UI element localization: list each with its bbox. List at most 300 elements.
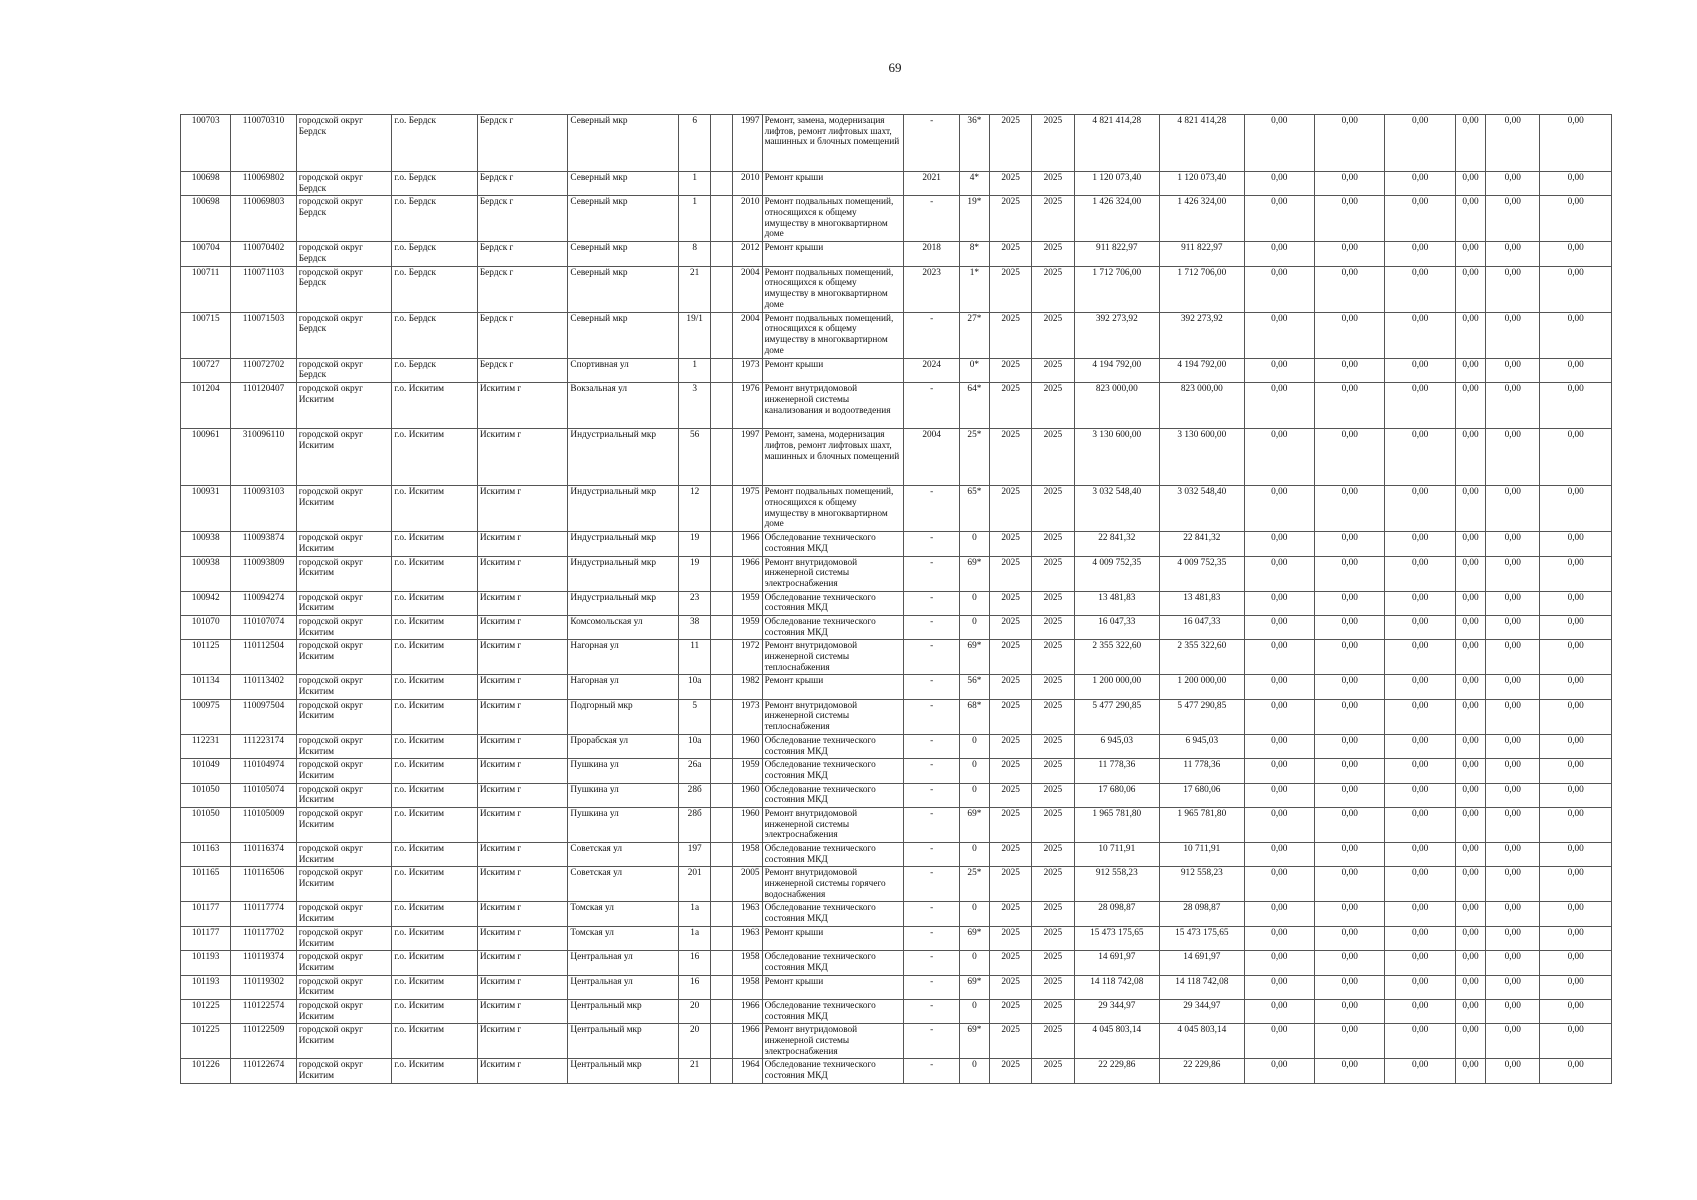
cost-col-5-cell: 0,00 (1486, 266, 1540, 312)
build-year-cell: 1959 (733, 615, 762, 639)
work-code-cell: 110069803 (231, 196, 296, 242)
work-code-cell: 110093874 (231, 532, 296, 556)
house-id-cell: 101049 (181, 759, 231, 783)
table-row (181, 591, 1612, 615)
cost-col-5-cell: 0,00 (1486, 640, 1540, 675)
table-row (181, 242, 1612, 266)
cost-col-4-cell: 0,00 (1455, 902, 1485, 926)
end-year-cell: 2025 (1032, 312, 1074, 358)
cost-col-5-cell: 0,00 (1486, 783, 1540, 807)
cost-col-3-cell: 0,00 (1385, 591, 1455, 615)
street-cell: Спортивная ул (568, 358, 679, 382)
cost-col-4-cell: 0,00 (1455, 591, 1485, 615)
cost-col-1-cell: 0,00 (1244, 196, 1314, 242)
street-cell: Центральный мкр (568, 1059, 679, 1083)
wear-percent-cell: 4* (959, 172, 989, 196)
cost-col-4-cell: 0,00 (1455, 486, 1485, 532)
build-year-cell: 1960 (733, 783, 762, 807)
fund-cost-cell: 11 778,36 (1160, 759, 1245, 783)
street-cell: Центральный мкр (568, 1024, 679, 1059)
total-cost-cell: 4 194 792,00 (1074, 358, 1160, 382)
cost-col-2-cell: 0,00 (1315, 242, 1385, 266)
fund-cost-cell: 4 009 752,35 (1160, 556, 1245, 591)
city-cell: Искитим г (477, 734, 568, 758)
cost-col-3-cell: 0,00 (1385, 807, 1455, 842)
start-year-cell: 2025 (990, 675, 1032, 699)
building-letter-cell (711, 115, 733, 172)
cost-col-2-cell: 0,00 (1315, 196, 1385, 242)
wear-percent-cell: 27* (959, 312, 989, 358)
okrug-cell: г.о. Бердск (392, 172, 478, 196)
start-year-cell: 2025 (990, 783, 1032, 807)
end-year-cell: 2025 (1032, 115, 1074, 172)
cost-col-6-cell: 0,00 (1540, 172, 1612, 196)
wear-percent-cell: 8* (959, 242, 989, 266)
cost-col-1-cell: 0,00 (1244, 734, 1314, 758)
house-id-cell: 101177 (181, 902, 231, 926)
table-row (181, 999, 1612, 1023)
fund-cost-cell: 3 032 548,40 (1160, 486, 1245, 532)
cost-col-2-cell: 0,00 (1315, 926, 1385, 950)
cost-col-6-cell: 0,00 (1540, 699, 1612, 734)
building-letter-cell (711, 926, 733, 950)
cost-col-4-cell: 0,00 (1455, 999, 1485, 1023)
street-cell: Подгорный мкр (568, 699, 679, 734)
cost-col-3-cell: 0,00 (1385, 1024, 1455, 1059)
previous-repair-year-cell: - (904, 951, 959, 975)
end-year-cell: 2025 (1032, 640, 1074, 675)
fund-cost-cell: 1 426 324,00 (1160, 196, 1245, 242)
wear-percent-cell: 69* (959, 807, 989, 842)
city-cell: Искитим г (477, 975, 568, 999)
cost-col-2-cell: 0,00 (1315, 358, 1385, 382)
cost-col-4-cell: 0,00 (1455, 556, 1485, 591)
cost-col-6-cell: 0,00 (1540, 486, 1612, 532)
cost-col-4-cell: 0,00 (1455, 759, 1485, 783)
street-cell: Прорабская ул (568, 734, 679, 758)
end-year-cell: 2025 (1032, 999, 1074, 1023)
okrug-cell: г.о. Искитим (392, 843, 478, 867)
wear-percent-cell: 69* (959, 975, 989, 999)
total-cost-cell: 14 691,97 (1074, 951, 1160, 975)
start-year-cell: 2025 (990, 699, 1032, 734)
cost-col-5-cell: 0,00 (1486, 486, 1540, 532)
work-type-cell: Обследование технического состояния МКД (762, 902, 904, 926)
start-year-cell: 2025 (990, 807, 1032, 842)
end-year-cell: 2025 (1032, 266, 1074, 312)
work-type-cell: Ремонт крыши (762, 975, 904, 999)
okrug-cell: г.о. Искитим (392, 783, 478, 807)
total-cost-cell: 823 000,00 (1074, 383, 1160, 429)
house-id-cell: 100961 (181, 429, 231, 486)
build-year-cell: 2012 (733, 242, 762, 266)
house-id-cell: 101225 (181, 999, 231, 1023)
start-year-cell: 2025 (990, 759, 1032, 783)
cost-col-6-cell: 0,00 (1540, 759, 1612, 783)
municipality-cell: городской округ Искитим (296, 734, 392, 758)
cost-col-5-cell: 0,00 (1486, 196, 1540, 242)
wear-percent-cell: 25* (959, 867, 989, 902)
build-year-cell: 1958 (733, 951, 762, 975)
house-number-cell: 1 (679, 172, 711, 196)
house-number-cell: 28б (679, 807, 711, 842)
total-cost-cell: 4 821 414,28 (1074, 115, 1160, 172)
table-row (181, 699, 1612, 734)
fund-cost-cell: 3 130 600,00 (1160, 429, 1245, 486)
cost-col-5-cell: 0,00 (1486, 975, 1540, 999)
previous-repair-year-cell: - (904, 902, 959, 926)
cost-col-6-cell: 0,00 (1540, 975, 1612, 999)
wear-percent-cell: 0 (959, 759, 989, 783)
start-year-cell: 2025 (990, 615, 1032, 639)
end-year-cell: 2025 (1032, 783, 1074, 807)
work-code-cell: 110112504 (231, 640, 296, 675)
city-cell: Искитим г (477, 807, 568, 842)
end-year-cell: 2025 (1032, 759, 1074, 783)
work-code-cell: 110072702 (231, 358, 296, 382)
table-row (181, 429, 1612, 486)
total-cost-cell: 1 712 706,00 (1074, 266, 1160, 312)
cost-col-5-cell: 0,00 (1486, 556, 1540, 591)
previous-repair-year-cell: - (904, 640, 959, 675)
build-year-cell: 1972 (733, 640, 762, 675)
municipality-cell: городской округ Искитим (296, 902, 392, 926)
previous-repair-year-cell: - (904, 999, 959, 1023)
build-year-cell: 1963 (733, 902, 762, 926)
street-cell: Северный мкр (568, 196, 679, 242)
cost-col-1-cell: 0,00 (1244, 172, 1314, 196)
work-type-cell: Ремонт внутридомовой инженерной системы канализования и водоотведения (762, 383, 904, 429)
total-cost-cell: 22 229,86 (1074, 1059, 1160, 1083)
build-year-cell: 1959 (733, 591, 762, 615)
fund-cost-cell: 5 477 290,85 (1160, 699, 1245, 734)
city-cell: Бердск г (477, 312, 568, 358)
cost-col-3-cell: 0,00 (1385, 867, 1455, 902)
cost-col-2-cell: 0,00 (1315, 951, 1385, 975)
building-letter-cell (711, 591, 733, 615)
okrug-cell: г.о. Бердск (392, 242, 478, 266)
municipality-cell: городской округ Искитим (296, 486, 392, 532)
municipality-cell: городской округ Бердск (296, 115, 392, 172)
build-year-cell: 1966 (733, 532, 762, 556)
previous-repair-year-cell: - (904, 615, 959, 639)
cost-col-1-cell: 0,00 (1244, 926, 1314, 950)
work-code-cell: 110107074 (231, 615, 296, 639)
cost-col-1-cell: 0,00 (1244, 675, 1314, 699)
cost-col-1-cell: 0,00 (1244, 999, 1314, 1023)
wear-percent-cell: 69* (959, 640, 989, 675)
fund-cost-cell: 4 045 803,14 (1160, 1024, 1245, 1059)
municipality-cell: городской округ Искитим (296, 699, 392, 734)
fund-cost-cell: 2 355 322,60 (1160, 640, 1245, 675)
okrug-cell: г.о. Искитим (392, 999, 478, 1023)
work-code-cell: 110104974 (231, 759, 296, 783)
end-year-cell: 2025 (1032, 486, 1074, 532)
end-year-cell: 2025 (1032, 951, 1074, 975)
house-number-cell: 3 (679, 383, 711, 429)
build-year-cell: 2004 (733, 312, 762, 358)
end-year-cell: 2025 (1032, 902, 1074, 926)
city-cell: Искитим г (477, 699, 568, 734)
start-year-cell: 2025 (990, 383, 1032, 429)
start-year-cell: 2025 (990, 266, 1032, 312)
street-cell: Индустриальный мкр (568, 486, 679, 532)
municipality-cell: городской округ Искитим (296, 640, 392, 675)
start-year-cell: 2025 (990, 640, 1032, 675)
cost-col-2-cell: 0,00 (1315, 532, 1385, 556)
house-number-cell: 19 (679, 532, 711, 556)
end-year-cell: 2025 (1032, 242, 1074, 266)
house-id-cell: 101225 (181, 1024, 231, 1059)
start-year-cell: 2025 (990, 591, 1032, 615)
cost-col-3-cell: 0,00 (1385, 556, 1455, 591)
cost-col-4-cell: 0,00 (1455, 1024, 1485, 1059)
building-letter-cell (711, 556, 733, 591)
start-year-cell: 2025 (990, 312, 1032, 358)
cost-col-2-cell: 0,00 (1315, 486, 1385, 532)
house-id-cell: 112231 (181, 734, 231, 758)
previous-repair-year-cell: - (904, 1059, 959, 1083)
end-year-cell: 2025 (1032, 358, 1074, 382)
city-cell: Бердск г (477, 266, 568, 312)
okrug-cell: г.о. Искитим (392, 926, 478, 950)
previous-repair-year-cell: - (904, 486, 959, 532)
work-code-cell: 110120407 (231, 383, 296, 429)
house-number-cell: 1 (679, 358, 711, 382)
cost-col-2-cell: 0,00 (1315, 615, 1385, 639)
cost-col-2-cell: 0,00 (1315, 843, 1385, 867)
end-year-cell: 2025 (1032, 556, 1074, 591)
okrug-cell: г.о. Бердск (392, 115, 478, 172)
table-row (181, 383, 1612, 429)
work-type-cell: Обследование технического состояния МКД (762, 1059, 904, 1083)
cost-col-4-cell: 0,00 (1455, 383, 1485, 429)
fund-cost-cell: 16 047,33 (1160, 615, 1245, 639)
cost-col-3-cell: 0,00 (1385, 266, 1455, 312)
okrug-cell: г.о. Искитим (392, 486, 478, 532)
house-number-cell: 1 (679, 196, 711, 242)
previous-repair-year-cell: 2021 (904, 172, 959, 196)
house-id-cell: 101193 (181, 951, 231, 975)
house-id-cell: 101177 (181, 926, 231, 950)
city-cell: Искитим г (477, 926, 568, 950)
work-type-cell: Обследование технического состояния МКД (762, 783, 904, 807)
previous-repair-year-cell: - (904, 675, 959, 699)
municipality-cell: городской округ Искитим (296, 867, 392, 902)
cost-col-3-cell: 0,00 (1385, 951, 1455, 975)
work-code-cell: 110093809 (231, 556, 296, 591)
cost-col-1-cell: 0,00 (1244, 1059, 1314, 1083)
total-cost-cell: 3 032 548,40 (1074, 486, 1160, 532)
table-row (181, 115, 1612, 172)
cost-col-1-cell: 0,00 (1244, 591, 1314, 615)
fund-cost-cell: 4 194 792,00 (1160, 358, 1245, 382)
cost-col-2-cell: 0,00 (1315, 172, 1385, 196)
table-row (181, 486, 1612, 532)
house-id-cell: 100703 (181, 115, 231, 172)
cost-col-2-cell: 0,00 (1315, 783, 1385, 807)
house-id-cell: 100704 (181, 242, 231, 266)
cost-col-3-cell: 0,00 (1385, 532, 1455, 556)
house-number-cell: 19 (679, 556, 711, 591)
house-id-cell: 100698 (181, 172, 231, 196)
cost-col-6-cell: 0,00 (1540, 429, 1612, 486)
building-letter-cell (711, 486, 733, 532)
total-cost-cell: 6 945,03 (1074, 734, 1160, 758)
cost-col-4-cell: 0,00 (1455, 783, 1485, 807)
cost-col-5-cell: 0,00 (1486, 358, 1540, 382)
table-row (181, 734, 1612, 758)
fund-cost-cell: 15 473 175,65 (1160, 926, 1245, 950)
table-row (181, 358, 1612, 382)
build-year-cell: 1975 (733, 486, 762, 532)
work-type-cell: Ремонт крыши (762, 242, 904, 266)
fund-cost-cell: 1 120 073,40 (1160, 172, 1245, 196)
cost-col-4-cell: 0,00 (1455, 699, 1485, 734)
previous-repair-year-cell: - (904, 843, 959, 867)
street-cell: Пушкина ул (568, 759, 679, 783)
cost-col-6-cell: 0,00 (1540, 532, 1612, 556)
cost-col-1-cell: 0,00 (1244, 807, 1314, 842)
city-cell: Искитим г (477, 640, 568, 675)
work-type-cell: Ремонт внутридомовой инженерной системы электроснабжения (762, 556, 904, 591)
fund-cost-cell: 14 118 742,08 (1160, 975, 1245, 999)
table-row (181, 640, 1612, 675)
house-number-cell: 20 (679, 1024, 711, 1059)
okrug-cell: г.о. Искитим (392, 675, 478, 699)
okrug-cell: г.о. Искитим (392, 615, 478, 639)
work-type-cell: Ремонт крыши (762, 358, 904, 382)
total-cost-cell: 22 841,32 (1074, 532, 1160, 556)
table-row (181, 196, 1612, 242)
cost-col-5-cell: 0,00 (1486, 429, 1540, 486)
okrug-cell: г.о. Искитим (392, 383, 478, 429)
build-year-cell: 1966 (733, 1024, 762, 1059)
total-cost-cell: 28 098,87 (1074, 902, 1160, 926)
city-cell: Искитим г (477, 1024, 568, 1059)
work-code-cell: 110071103 (231, 266, 296, 312)
municipality-cell: городской округ Искитим (296, 383, 392, 429)
building-letter-cell (711, 172, 733, 196)
fund-cost-cell: 14 691,97 (1160, 951, 1245, 975)
table-row (181, 675, 1612, 699)
city-cell: Искитим г (477, 532, 568, 556)
house-id-cell: 101165 (181, 867, 231, 902)
house-number-cell: 1а (679, 902, 711, 926)
cost-col-4-cell: 0,00 (1455, 242, 1485, 266)
previous-repair-year-cell: - (904, 312, 959, 358)
cost-col-6-cell: 0,00 (1540, 734, 1612, 758)
street-cell: Индустриальный мкр (568, 556, 679, 591)
wear-percent-cell: 69* (959, 1024, 989, 1059)
end-year-cell: 2025 (1032, 867, 1074, 902)
municipality-cell: городской округ Искитим (296, 556, 392, 591)
okrug-cell: г.о. Искитим (392, 1024, 478, 1059)
fund-cost-cell: 6 945,03 (1160, 734, 1245, 758)
building-letter-cell (711, 759, 733, 783)
city-cell: Бердск г (477, 242, 568, 266)
building-letter-cell (711, 675, 733, 699)
house-id-cell: 101226 (181, 1059, 231, 1083)
cost-col-1-cell: 0,00 (1244, 867, 1314, 902)
end-year-cell: 2025 (1032, 383, 1074, 429)
wear-percent-cell: 69* (959, 926, 989, 950)
wear-percent-cell: 19* (959, 196, 989, 242)
end-year-cell: 2025 (1032, 532, 1074, 556)
house-number-cell: 26а (679, 759, 711, 783)
build-year-cell: 2005 (733, 867, 762, 902)
house-id-cell: 100711 (181, 266, 231, 312)
previous-repair-year-cell: - (904, 1024, 959, 1059)
cost-col-4-cell: 0,00 (1455, 1059, 1485, 1083)
wear-percent-cell: 0 (959, 734, 989, 758)
total-cost-cell: 911 822,97 (1074, 242, 1160, 266)
building-letter-cell (711, 843, 733, 867)
cost-col-2-cell: 0,00 (1315, 675, 1385, 699)
municipality-cell: городской округ Искитим (296, 951, 392, 975)
build-year-cell: 1973 (733, 699, 762, 734)
street-cell: Пушкина ул (568, 783, 679, 807)
table-row (181, 172, 1612, 196)
cost-col-4-cell: 0,00 (1455, 358, 1485, 382)
city-cell: Искитим г (477, 843, 568, 867)
work-code-cell: 110116374 (231, 843, 296, 867)
work-code-cell: 110116506 (231, 867, 296, 902)
work-code-cell: 111223174 (231, 734, 296, 758)
cost-col-1-cell: 0,00 (1244, 699, 1314, 734)
okrug-cell: г.о. Искитим (392, 902, 478, 926)
okrug-cell: г.о. Искитим (392, 867, 478, 902)
total-cost-cell: 4 045 803,14 (1074, 1024, 1160, 1059)
municipality-cell: городской округ Бердск (296, 242, 392, 266)
wear-percent-cell: 1* (959, 266, 989, 312)
building-letter-cell (711, 358, 733, 382)
total-cost-cell: 11 778,36 (1074, 759, 1160, 783)
cost-col-1-cell: 0,00 (1244, 242, 1314, 266)
cost-col-3-cell: 0,00 (1385, 843, 1455, 867)
end-year-cell: 2025 (1032, 926, 1074, 950)
house-number-cell: 21 (679, 266, 711, 312)
wear-percent-cell: 0 (959, 591, 989, 615)
city-cell: Искитим г (477, 429, 568, 486)
work-code-cell: 110070310 (231, 115, 296, 172)
cost-col-1-cell: 0,00 (1244, 843, 1314, 867)
building-letter-cell (711, 1024, 733, 1059)
okrug-cell: г.о. Искитим (392, 734, 478, 758)
cost-col-3-cell: 0,00 (1385, 358, 1455, 382)
cost-col-6-cell: 0,00 (1540, 867, 1612, 902)
cost-col-1-cell: 0,00 (1244, 759, 1314, 783)
house-number-cell: 10а (679, 675, 711, 699)
work-code-cell: 110117702 (231, 926, 296, 950)
total-cost-cell: 1 426 324,00 (1074, 196, 1160, 242)
capital-repair-table (180, 114, 1612, 1084)
work-code-cell: 310096110 (231, 429, 296, 486)
building-letter-cell (711, 902, 733, 926)
street-cell: Вокзальная ул (568, 383, 679, 429)
previous-repair-year-cell: 2004 (904, 429, 959, 486)
okrug-cell: г.о. Искитим (392, 556, 478, 591)
total-cost-cell: 912 558,23 (1074, 867, 1160, 902)
house-id-cell: 100942 (181, 591, 231, 615)
city-cell: Искитим г (477, 675, 568, 699)
municipality-cell: городской округ Искитим (296, 675, 392, 699)
okrug-cell: г.о. Искитим (392, 429, 478, 486)
house-number-cell: 23 (679, 591, 711, 615)
end-year-cell: 2025 (1032, 172, 1074, 196)
house-id-cell: 101134 (181, 675, 231, 699)
fund-cost-cell: 392 273,92 (1160, 312, 1245, 358)
